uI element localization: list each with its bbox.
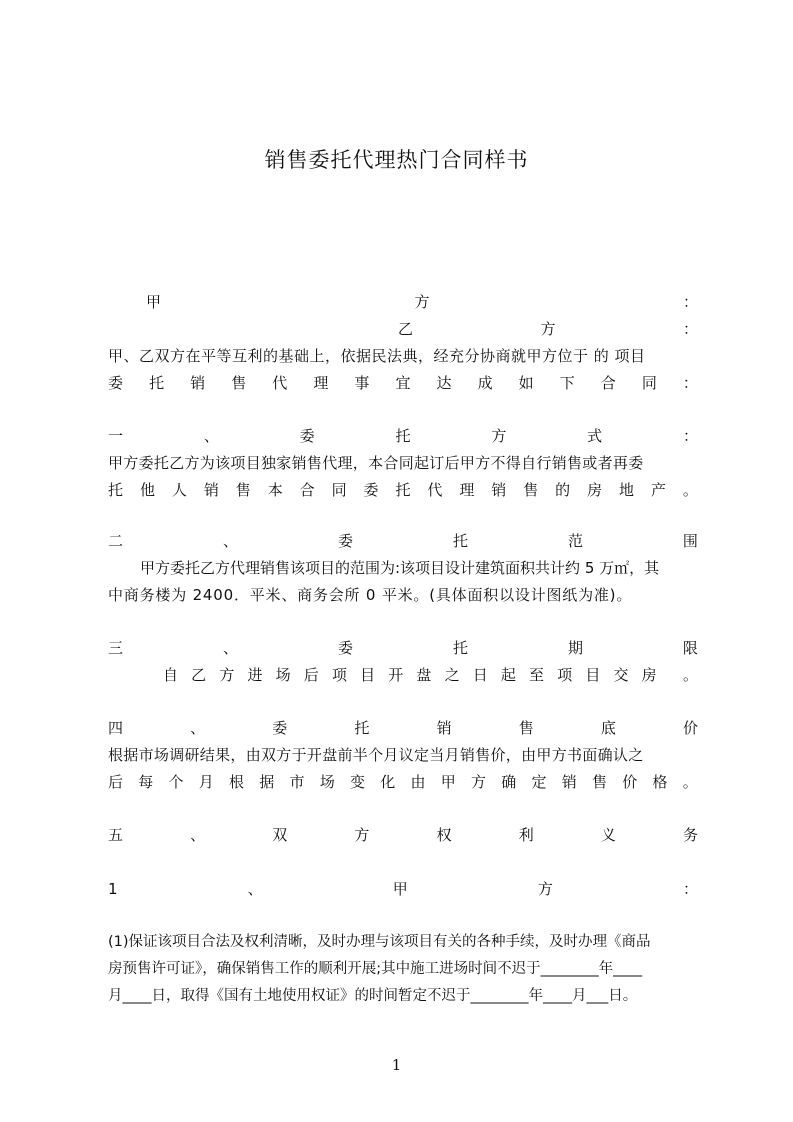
- body-char: 房: [587, 481, 603, 499]
- body-char: 场: [275, 666, 291, 684]
- body-char: 售: [523, 481, 539, 499]
- heading-char: 委: [337, 532, 353, 550]
- intro-line-2: [108, 372, 698, 394]
- heading-char: 方: [491, 427, 507, 445]
- item-1-line-2: 房预售许可证》，确保销售工作的顺利开展;其中施工进场时间不迟于________年____: [108, 961, 643, 977]
- body-char: 市: [289, 773, 305, 791]
- heading-char: 托: [452, 639, 468, 657]
- section-3-body: [163, 664, 698, 686]
- body-char: 日: [472, 666, 488, 684]
- heading-char: 托: [452, 532, 468, 550]
- body-char: 变: [350, 773, 366, 791]
- intro-char: ：: [682, 374, 698, 392]
- section-4-body-1: 根据市场调研结果，由双方于开盘前半个月议定当月销售价，由甲方书面确认之: [108, 746, 644, 764]
- heading-char: 四: [108, 719, 124, 737]
- body-char: 产: [650, 481, 666, 499]
- body-char: 进: [247, 666, 263, 684]
- document-title: 销售委托代理热门合同样书: [264, 148, 529, 172]
- heading-char: 方: [354, 826, 370, 844]
- heading-char: 二: [108, 532, 124, 550]
- party-a-char: 方: [414, 293, 430, 311]
- heading-char: 一: [108, 427, 124, 445]
- body-char: 售: [592, 773, 608, 791]
- party-b-line: [398, 318, 698, 340]
- body-char: 月: [198, 773, 214, 791]
- section-2-heading: [108, 530, 698, 552]
- section-3-heading: [108, 637, 698, 659]
- body-char: 目: [360, 666, 376, 684]
- heading-char: 义: [600, 826, 616, 844]
- heading-char: 委: [337, 639, 353, 657]
- intro-char: 事: [354, 374, 370, 392]
- intro-char: 销: [190, 374, 206, 392]
- section-5-subheading: [108, 878, 698, 900]
- intro-char: 达: [436, 374, 452, 392]
- body-char: 化: [380, 773, 396, 791]
- body-char: 。: [682, 666, 698, 684]
- item-1-line-3: 月____日，取得《国有土地使用权证》的时间暂定不迟于________年____月___日。: [108, 988, 638, 1004]
- heading-char: 、: [190, 826, 206, 844]
- body-char: 起: [500, 666, 516, 684]
- section-2-body-2: 中商务楼为 2400．平米、商务会所 0 平米。(具体面积以设计图纸为准)。: [108, 586, 633, 604]
- heading-char: 、: [203, 427, 219, 445]
- body-char: 自: [163, 666, 179, 684]
- heading-char: 式: [587, 427, 603, 445]
- body-char: 项: [557, 666, 573, 684]
- body-char: 根: [229, 773, 245, 791]
- intro-char: 下: [559, 374, 575, 392]
- body-char: 甲: [440, 773, 456, 791]
- body-char: 个: [168, 773, 184, 791]
- body-char: 由: [410, 773, 426, 791]
- body-char: 地: [619, 481, 635, 499]
- party-a-char: ：: [682, 293, 698, 311]
- heading-char: 底: [600, 719, 616, 737]
- heading-char: 、: [190, 719, 206, 737]
- heading-char: 售: [518, 719, 534, 737]
- intro-char: 同: [641, 374, 657, 392]
- body-char: 销: [203, 481, 219, 499]
- section-1-heading: [108, 425, 698, 447]
- body-char: 定: [531, 773, 547, 791]
- subheading-char: 、: [247, 880, 263, 898]
- heading-char: 托: [395, 427, 411, 445]
- item-1-line-1: (1)保证该项目合法及权利清晰，及时办理与该项目有关的各种手续，及时办理《商品: [108, 934, 651, 950]
- body-char: 。: [682, 773, 698, 791]
- party-b-char: ：: [682, 320, 698, 338]
- body-char: 每: [138, 773, 154, 791]
- heading-char: 委: [272, 719, 288, 737]
- body-char: 。: [682, 481, 698, 499]
- body-char: 交: [613, 666, 629, 684]
- body-char: 本: [267, 481, 283, 499]
- intro-char: 委: [108, 374, 124, 392]
- body-char: 代: [427, 481, 443, 499]
- body-char: 场: [319, 773, 335, 791]
- section-1-body-1: 甲方委托乙方为该项目独家销售代理，本合同起订后甲方不得自行销售或者再委: [108, 454, 644, 472]
- body-char: 之: [444, 666, 460, 684]
- body-char: 据: [259, 773, 275, 791]
- body-char: 目: [585, 666, 601, 684]
- subheading-char: ：: [682, 880, 698, 898]
- heading-char: ：: [682, 427, 698, 445]
- body-char: 的: [555, 481, 571, 499]
- body-char: 至: [529, 666, 545, 684]
- heading-char: 范: [567, 532, 583, 550]
- intro-char: 宜: [395, 374, 411, 392]
- heading-char: 托: [354, 719, 370, 737]
- section-4-heading: [108, 717, 698, 739]
- section-1-body-2: [108, 479, 698, 501]
- body-char: 人: [171, 481, 187, 499]
- intro-char: 理: [313, 374, 329, 392]
- party-a-char: 甲: [146, 293, 162, 311]
- intro-char: 托: [149, 374, 165, 392]
- body-char: 托: [108, 481, 124, 499]
- body-char: 乙: [191, 666, 207, 684]
- intro-char: 售: [231, 374, 247, 392]
- body-char: 后: [303, 666, 319, 684]
- intro-char: 如: [518, 374, 534, 392]
- heading-char: 价: [682, 719, 698, 737]
- body-char: 委: [363, 481, 379, 499]
- party-b-char: 方: [540, 320, 556, 338]
- body-char: 方: [219, 666, 235, 684]
- body-char: 格: [652, 773, 668, 791]
- intro-line-1: 甲、乙双方在平等互利的基础上，依据民法典，经充分协商就甲方位于 的 项目: [108, 347, 646, 365]
- heading-char: 双: [272, 826, 288, 844]
- body-char: 房: [641, 666, 657, 684]
- heading-char: 委: [299, 427, 315, 445]
- page-number: 1: [391, 1056, 402, 1074]
- body-char: 确: [501, 773, 517, 791]
- party-b-char: 乙: [398, 320, 414, 338]
- intro-char: 合: [600, 374, 616, 392]
- heading-char: 权: [436, 826, 452, 844]
- section-2-body-1: 甲方委托乙方代理销售该项目的范围为:该项目设计建筑面积共计约 5 万㎡，其: [140, 559, 660, 577]
- heading-char: 务: [682, 826, 698, 844]
- heading-char: 期: [567, 639, 583, 657]
- body-char: 销: [561, 773, 577, 791]
- heading-char: 销: [436, 719, 452, 737]
- body-char: 开: [388, 666, 404, 684]
- section-5-heading: [108, 824, 698, 846]
- body-char: 托: [395, 481, 411, 499]
- body-char: 项: [331, 666, 347, 684]
- body-char: 价: [622, 773, 638, 791]
- intro-char: 成: [477, 374, 493, 392]
- body-char: 理: [459, 481, 475, 499]
- intro-char: 代: [272, 374, 288, 392]
- body-char: 合: [299, 481, 315, 499]
- body-char: 同: [331, 481, 347, 499]
- heading-char: 限: [682, 639, 698, 657]
- body-char: 销: [491, 481, 507, 499]
- heading-char: 、: [222, 639, 238, 657]
- heading-char: 、: [222, 532, 238, 550]
- body-char: 方: [471, 773, 487, 791]
- section-4-body-2: [108, 771, 698, 793]
- heading-char: 利: [518, 826, 534, 844]
- subheading-char: 甲: [392, 880, 408, 898]
- body-char: 后: [108, 773, 124, 791]
- heading-char: 五: [108, 826, 124, 844]
- subheading-char: 1: [108, 880, 118, 898]
- heading-char: 三: [108, 639, 124, 657]
- party-a-line: [146, 291, 698, 313]
- body-char: 售: [235, 481, 251, 499]
- body-char: 盘: [416, 666, 432, 684]
- body-char: 他: [139, 481, 155, 499]
- subheading-char: 方: [537, 880, 553, 898]
- heading-char: 围: [682, 532, 698, 550]
